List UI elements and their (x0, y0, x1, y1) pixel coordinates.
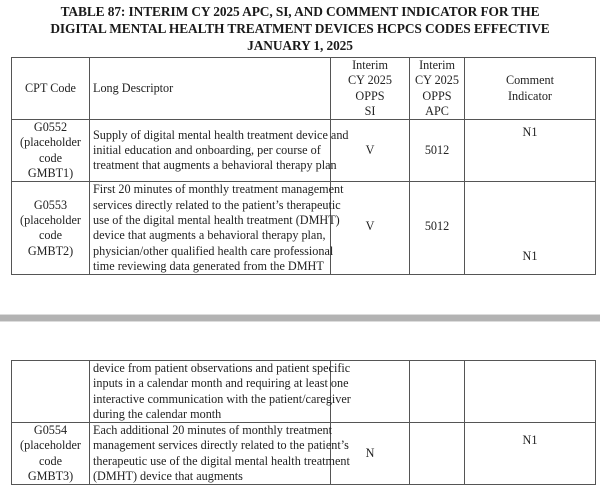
hcpcs-table-part-2 (11, 360, 596, 485)
table-row (12, 120, 596, 182)
apc-cell: 5012 (410, 120, 465, 182)
long-descriptor-cell: Each additional 20 minutes of monthly treatment management services directly related to the patient’s therapeutic use of the digital mental health treatment (DMHT) device that augments (90, 423, 331, 485)
status-indicator-cell: V (331, 182, 410, 275)
long-descriptor-cell: Supply of digital mental health treatment device and initial education and onboarding, per course of treatment that augments a behavioral therapy plan (90, 120, 331, 182)
table-row-continued (12, 361, 596, 423)
apc-cell: 5012 (410, 182, 465, 275)
comment-indicator-cell: N1 (465, 182, 596, 275)
header-cpt-code: CPT Code (12, 58, 90, 120)
comment-indicator-cell: N1 (465, 423, 596, 485)
table-title-line: DIGITAL MENTAL HEALTH TREATMENT DEVICES HCPCS CODES EFFECTIVE (50, 21, 550, 36)
status-indicator-cell: V (331, 120, 410, 182)
comment-indicator-cell: N1 (465, 120, 596, 182)
table-row (12, 423, 596, 485)
long-descriptor-cell: First 20 minutes of monthly treatment management services directly related to the patient’s therapeutic use of the digital mental health treatment (DMHT) device that augments a behavioral therapy plan, physician/other qualified health care professional time reviewing data generated from the DMHT (90, 182, 331, 275)
hcpcs-table-part-1 (11, 57, 596, 275)
long-descriptor-cell: device from patient observations and patient specific inputs in a calendar month and requiring at least one interactive communication with the patient/caregiver during the calendar month (90, 361, 331, 423)
header-opps-si: Interim CY 2025 OPPS SI (331, 58, 410, 120)
apc-cell (410, 423, 465, 485)
comment-indicator-cell (465, 361, 596, 423)
table-title-line: TABLE 87: INTERIM CY 2025 APC, SI, AND COMMENT INDICATOR FOR THE (60, 4, 540, 19)
table-title-line: JANUARY 1, 2025 (247, 38, 353, 53)
cpt-code-cell (12, 361, 90, 423)
table-row (12, 182, 596, 275)
header-long-descriptor: Long Descriptor (90, 58, 331, 120)
cpt-code-cell: G0552 (placeholder code GMBT1) (12, 120, 90, 182)
header-opps-apc: Interim CY 2025 OPPS APC (410, 58, 465, 120)
cpt-code-cell: G0553 (placeholder code GMBT2) (12, 182, 90, 275)
table-title (0, 3, 600, 54)
header-row (12, 58, 596, 120)
page-break-separator (0, 314, 600, 322)
cpt-code-cell: G0554 (placeholder code GMBT3) (12, 423, 90, 485)
header-comment-indicator: Comment Indicator (465, 58, 596, 120)
status-indicator-cell: N (331, 423, 410, 485)
apc-cell (410, 361, 465, 423)
